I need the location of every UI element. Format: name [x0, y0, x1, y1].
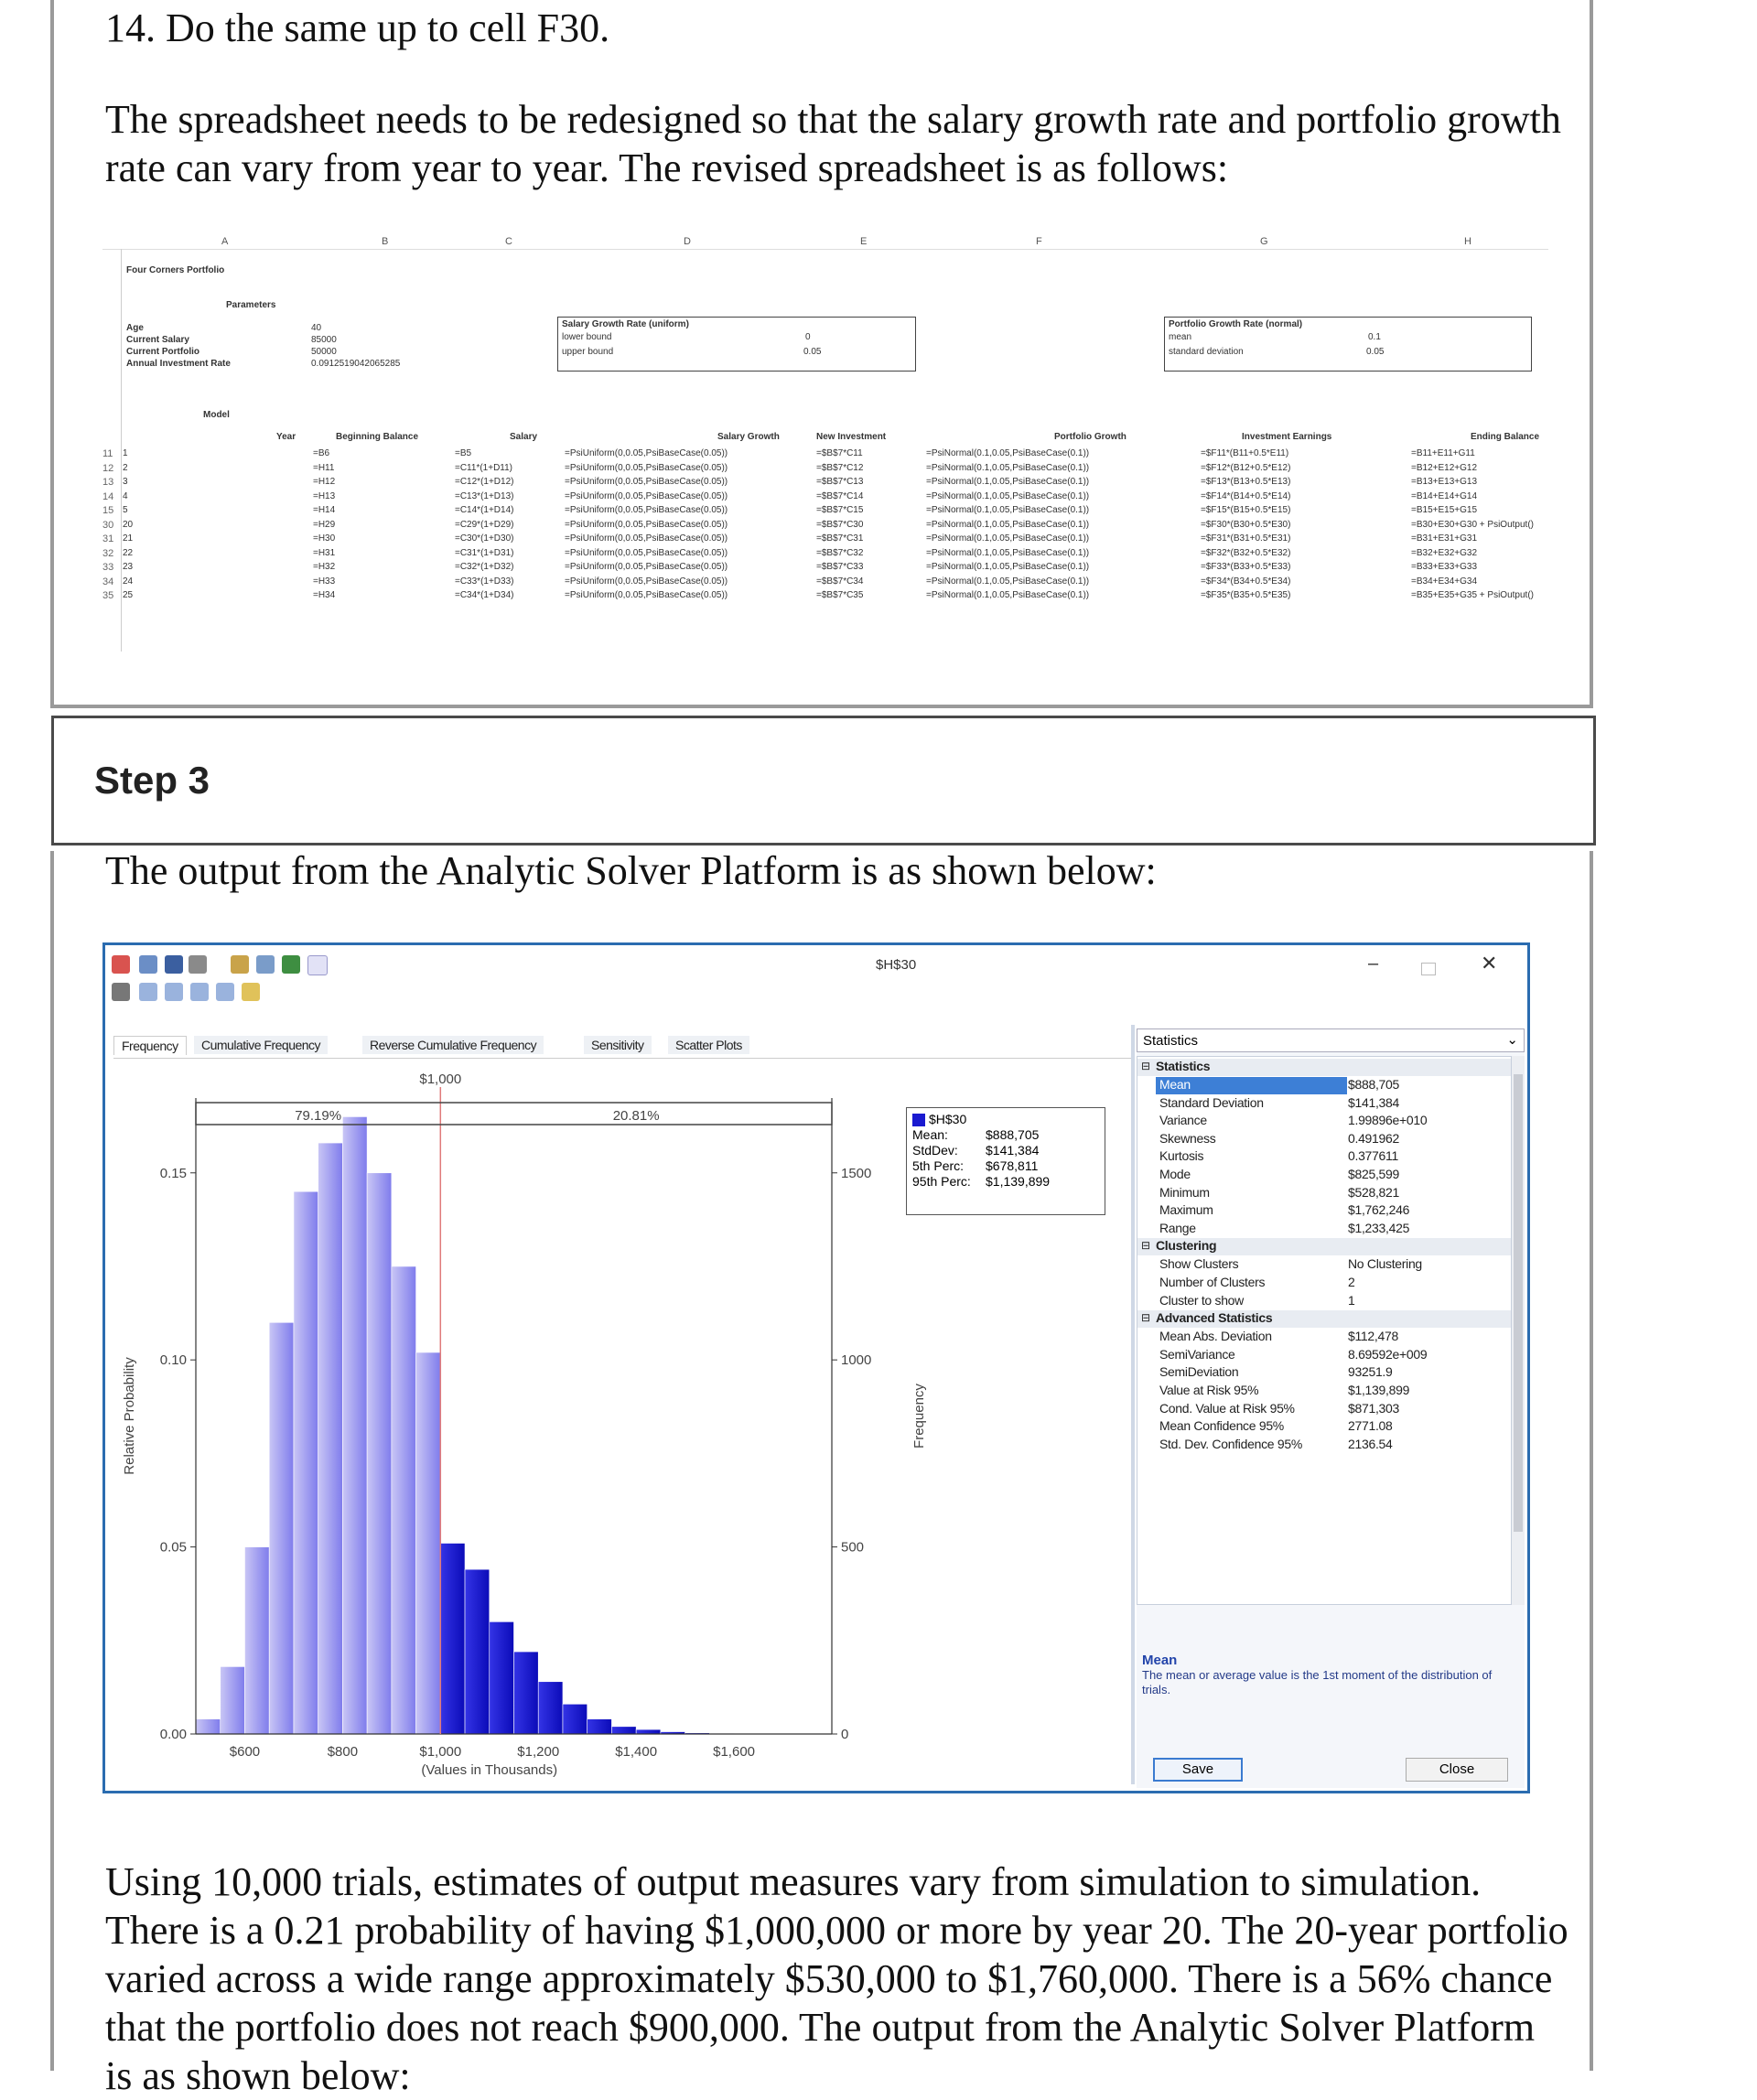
- x-tick-label: $1,400: [615, 1744, 657, 1760]
- sheet-cell: =PsiUniform(0,0.05,PsiBaseCase(0.05)): [565, 491, 728, 501]
- panel-dropdown[interactable]: [1137, 1028, 1525, 1052]
- row-number: 32: [102, 548, 119, 559]
- histogram-bar: [367, 1173, 392, 1734]
- histogram-bar: [465, 1569, 490, 1734]
- wizard-icon[interactable]: [242, 983, 260, 1001]
- sheet-cell: =PsiUniform(0,0.05,PsiBaseCase(0.05)): [565, 520, 728, 530]
- stat-label[interactable]: Mean Confidence 95%: [1156, 1418, 1347, 1436]
- close-button[interactable]: Close: [1406, 1758, 1508, 1782]
- y2-tick-label: 500: [841, 1540, 864, 1556]
- intro-paragraph: The spreadsheet needs to be redesigned so that the salary growth rate and portfolio growth rate can vary from year to year. The revised spreadsheet is as follows:: [105, 95, 1569, 192]
- stat-value: 0.377611: [1348, 1148, 1398, 1163]
- stat-value: $141,384: [1348, 1095, 1399, 1110]
- y2-tick-label: 0: [841, 1727, 848, 1742]
- histogram-bar: [269, 1322, 294, 1734]
- param-label: Current Salary: [126, 335, 189, 345]
- col-header: E: [860, 236, 867, 247]
- sheet-cell: =$B$7*C31: [816, 533, 863, 544]
- sheet-cell: =C33*(1+D33): [455, 576, 513, 587]
- sheet-cell: =PsiUniform(0,0.05,PsiBaseCase(0.05)): [565, 533, 728, 544]
- legend-row: 5th Perc: $678,811: [912, 1158, 1099, 1174]
- sheet-cell: =C13*(1+D13): [455, 491, 513, 501]
- column-header-bar: [102, 236, 1548, 250]
- histogram-bar: [294, 1191, 318, 1734]
- sheet-cell: =PsiUniform(0,0.05,PsiBaseCase(0.05)): [565, 576, 728, 587]
- sheet-cell: =B30+E30+G30 + PsiOutput(): [1411, 520, 1534, 530]
- sheet-cell: =$F11*(B11+0.5*E11): [1201, 448, 1288, 458]
- col-header: D: [684, 236, 691, 247]
- sheet-cell: =PsiNormal(0.1,0.05,PsiBaseCase(0.1)): [926, 562, 1089, 572]
- sheet-cell: =$B$7*C13: [816, 477, 863, 487]
- stat-label[interactable]: Mean: [1156, 1077, 1347, 1094]
- histogram-bar: [440, 1544, 465, 1735]
- y-tick-label: 0.00: [160, 1727, 187, 1742]
- sheet-cell: =H29: [313, 520, 335, 530]
- sheet-cell: =$B$7*C14: [816, 491, 863, 501]
- sheet-cell: =PsiNormal(0.1,0.05,PsiBaseCase(0.1)): [926, 590, 1089, 600]
- portfolio-box-row: standard deviation: [1169, 347, 1244, 357]
- y-tick-label: 0.10: [160, 1352, 187, 1368]
- portfolio-box-title: Portfolio Growth Rate (normal): [1169, 319, 1302, 329]
- table-header: New Investment: [816, 432, 886, 442]
- sheet-cell: =H33: [313, 576, 335, 587]
- tab-reverse-cumulative-frequency[interactable]: Reverse Cumulative Frequency: [362, 1036, 544, 1054]
- sheet-title: Four Corners Portfolio: [126, 265, 224, 275]
- stat-value: $888,705: [1348, 1077, 1399, 1092]
- sheet-cell: =PsiNormal(0.1,0.05,PsiBaseCase(0.1)): [926, 477, 1089, 487]
- salary-box-row: lower bound: [562, 332, 611, 342]
- sheet-cell: =B35+E35+G35 + PsiOutput(): [1411, 590, 1534, 600]
- sheet-cell: =PsiNormal(0.1,0.05,PsiBaseCase(0.1)): [926, 491, 1089, 501]
- sheet-cell: =$F14*(B14+0.5*E14): [1201, 491, 1290, 501]
- stat-value: $825,599: [1348, 1167, 1399, 1181]
- row-number: 12: [102, 463, 119, 474]
- x-tick-label: $1,600: [713, 1744, 755, 1760]
- sheet-cell: =$F31*(B31+0.5*E31): [1201, 533, 1290, 544]
- histogram-bar: [563, 1704, 587, 1734]
- sheet-cell: 1: [123, 448, 128, 458]
- sheet-cell: =H12: [313, 477, 335, 487]
- portfolio-box-val: 0.05: [1366, 347, 1384, 357]
- salary-growth-box: [557, 317, 916, 372]
- col-header: H: [1464, 236, 1471, 247]
- sheet-cell: =H32: [313, 562, 335, 572]
- histogram-bar: [490, 1621, 514, 1734]
- sheet-cell: =H30: [313, 533, 335, 544]
- histogram-bar: [416, 1352, 441, 1734]
- y2-tick-label: 1000: [841, 1352, 871, 1368]
- y-tick-label: 0.05: [160, 1540, 187, 1556]
- salary-box-val: 0: [805, 332, 811, 342]
- zoom-out-icon[interactable]: [216, 983, 234, 1001]
- stat-label[interactable]: Standard Deviation: [1156, 1095, 1347, 1113]
- panel-dropdown-value: Statistics: [1143, 1033, 1198, 1049]
- sheet-cell: =B15+E15+G15: [1411, 505, 1477, 515]
- table-header: Portfolio Growth: [1054, 432, 1126, 442]
- sheet-cell: =C29*(1+D29): [455, 520, 513, 530]
- legend-series: [912, 1112, 1099, 1127]
- sheet-cell: =PsiUniform(0,0.05,PsiBaseCase(0.05)): [565, 590, 728, 600]
- sheet-cell: =$B$7*C32: [816, 548, 863, 558]
- sheet-cell: =$B$7*C11: [816, 448, 863, 458]
- sheet-cell: =$B$7*C15: [816, 505, 863, 515]
- sheet-cell: =B14+E14+G14: [1411, 491, 1477, 501]
- sheet-cell: =$F30*(B30+0.5*E30): [1201, 520, 1290, 530]
- description-text: The mean or average value is the 1st moment of the distribution of trials.: [1142, 1668, 1508, 1697]
- sheet-cell: 4: [123, 491, 128, 501]
- description-title: Mean: [1142, 1653, 1508, 1668]
- salary-box-title: Salary Growth Rate (uniform): [562, 319, 689, 329]
- conclusion-paragraph: Using 10,000 trials, estimates of output measures vary from simulation to simulation. There is a 0.21 probability of having $1,000,000 or more by year 20. The 20-year portfolio varied across a wide range approximately $530,000 to $1,760,000. There is a 56% chance that the portfolio does not reach $900,000. The output from the Analytic Solver Platform is as shown below:: [105, 1858, 1569, 2071]
- histogram-bar: [587, 1719, 612, 1734]
- stat-value: $1,139,899: [1348, 1383, 1409, 1397]
- stats-section-header[interactable]: Statistics: [1137, 1059, 1511, 1076]
- sheet-cell: =C11*(1+D11): [455, 463, 512, 473]
- stat-value: $528,821: [1348, 1185, 1399, 1200]
- save-icon[interactable]: [165, 955, 183, 974]
- sheet-cell: =PsiNormal(0.1,0.05,PsiBaseCase(0.1)): [926, 448, 1089, 458]
- chevron-down-icon: ⌄: [1506, 1031, 1518, 1048]
- histogram-bar: [244, 1547, 269, 1734]
- sheet-cell: =B11+E11+G11: [1411, 448, 1475, 458]
- stat-value: 2136.54: [1348, 1437, 1393, 1451]
- sheet-cell: =PsiNormal(0.1,0.05,PsiBaseCase(0.1)): [926, 505, 1089, 515]
- sheet-cell: 21: [123, 533, 133, 544]
- stat-value: 2771.08: [1348, 1418, 1393, 1433]
- sheet-cell: =$B$7*C34: [816, 576, 863, 587]
- legend-row: StdDev: $141,384: [912, 1143, 1099, 1158]
- sheet-cell: =PsiNormal(0.1,0.05,PsiBaseCase(0.1)): [926, 520, 1089, 530]
- row-number: 31: [102, 533, 119, 544]
- y-tick-label: 0.15: [160, 1166, 187, 1181]
- sheet-cell: =H14: [313, 505, 335, 515]
- sheet-cell: =C34*(1+D34): [455, 590, 513, 600]
- stat-value: 0.491962: [1348, 1131, 1399, 1146]
- step3-box: [51, 716, 1596, 845]
- col-header: B: [382, 236, 388, 247]
- sheet-cell: =$F33*(B33+0.5*E33): [1201, 562, 1290, 572]
- sheet-cell: =B6: [313, 448, 329, 458]
- stat-value: 2: [1348, 1275, 1355, 1289]
- close-window-button[interactable]: ✕: [1481, 952, 1497, 975]
- excel-icon[interactable]: [282, 955, 300, 974]
- param-value: 50000: [311, 347, 337, 357]
- step14-text: 14. Do the same up to cell F30.: [105, 4, 1533, 52]
- legend-row: 95th Perc: $1,139,899: [912, 1174, 1099, 1190]
- sheet-cell: 20: [123, 520, 133, 530]
- stat-label[interactable]: Mean Abs. Deviation: [1156, 1329, 1347, 1346]
- sheet-cell: =B32+E32+G32: [1411, 548, 1477, 558]
- minimize-button[interactable]: –: [1368, 953, 1378, 975]
- statistics-panel: [1137, 1028, 1525, 1788]
- camera-icon[interactable]: [112, 983, 130, 1001]
- histogram-bars: [196, 1116, 807, 1734]
- marker-label: $1,000: [419, 1072, 461, 1087]
- back-icon[interactable]: [139, 983, 157, 1001]
- tab-cumulative-frequency[interactable]: Cumulative Frequency: [194, 1036, 328, 1054]
- sheet-cell: 24: [123, 576, 133, 587]
- row-number: 15: [102, 505, 119, 516]
- sheet-cell: =PsiUniform(0,0.05,PsiBaseCase(0.05)): [565, 548, 728, 558]
- sheet-cell: 22: [123, 548, 133, 558]
- stat-value: 1: [1348, 1293, 1355, 1308]
- percentile-box: [196, 1103, 832, 1125]
- col-header: C: [505, 236, 512, 247]
- tab-scatter-plots[interactable]: Scatter Plots: [668, 1036, 749, 1054]
- histogram-bar: [514, 1652, 539, 1734]
- stat-value: $112,478: [1348, 1329, 1398, 1343]
- maximize-button[interactable]: [1421, 963, 1436, 975]
- model-heading: Model: [203, 410, 230, 420]
- description-box: [1142, 1653, 1508, 1697]
- y2-axis-label: Frequency: [911, 1384, 927, 1448]
- sheet-cell: =PsiNormal(0.1,0.05,PsiBaseCase(0.1)): [926, 548, 1089, 558]
- table-header: Year: [276, 432, 296, 442]
- step3-heading: Step 3: [94, 759, 210, 802]
- sheet-cell: =PsiNormal(0.1,0.05,PsiBaseCase(0.1)): [926, 576, 1089, 587]
- sheet-cell: =$F15*(B15+0.5*E15): [1201, 505, 1290, 515]
- stats-section-header[interactable]: Clustering: [1137, 1238, 1511, 1255]
- stat-label[interactable]: Cluster to show: [1156, 1293, 1347, 1310]
- sheet-cell: =PsiUniform(0,0.05,PsiBaseCase(0.05)): [565, 463, 728, 473]
- stat-value: $1,233,425: [1348, 1221, 1409, 1235]
- table-header: Investment Earnings: [1242, 432, 1331, 442]
- histogram-bar: [196, 1719, 221, 1734]
- y2-tick-label: 1500: [841, 1166, 871, 1181]
- histogram-bar: [318, 1143, 343, 1734]
- stat-label[interactable]: Range: [1156, 1221, 1347, 1238]
- col-header: G: [1260, 236, 1268, 247]
- stat-label[interactable]: Maximum: [1156, 1202, 1347, 1220]
- stat-label[interactable]: Minimum: [1156, 1185, 1347, 1202]
- sheet-cell: =C14*(1+D14): [455, 505, 513, 515]
- sheet-cell: =B31+E31+G31: [1411, 533, 1477, 544]
- sheet-cell: =H31: [313, 548, 335, 558]
- sheet-cell: =C12*(1+D12): [455, 477, 513, 487]
- param-label: Age: [126, 323, 144, 333]
- row-number: 11: [102, 448, 119, 459]
- stat-label[interactable]: Skewness: [1156, 1131, 1347, 1148]
- sheet-cell: =H11: [313, 463, 334, 473]
- portfolio-box-val: 0.1: [1368, 332, 1381, 342]
- row-number: 34: [102, 576, 119, 587]
- portfolio-box-row: mean: [1169, 332, 1191, 342]
- collapse-icon[interactable]: ⊟: [1141, 1239, 1150, 1252]
- x-axis-label: (Values in Thousands): [421, 1762, 557, 1778]
- sheet-cell: =C31*(1+D31): [455, 548, 513, 558]
- sheet-cell: =$F32*(B32+0.5*E32): [1201, 548, 1290, 558]
- row-number: 14: [102, 491, 119, 502]
- scrollbar[interactable]: [1512, 1056, 1525, 1605]
- table-header: Salary Growth: [717, 432, 780, 442]
- stat-label[interactable]: SemiVariance: [1156, 1347, 1347, 1364]
- param-label: Current Portfolio: [126, 347, 199, 357]
- parameters-heading: Parameters: [226, 300, 275, 310]
- sheet-cell: =B5: [455, 448, 471, 458]
- sheet-cell: 23: [123, 562, 133, 572]
- window-title: $H$30: [876, 957, 916, 973]
- table-header: Ending Balance: [1471, 432, 1539, 442]
- right-percent: 20.81%: [613, 1108, 660, 1124]
- sheet-cell: =$B$7*C12: [816, 463, 863, 473]
- sheet-cell: =H13: [313, 491, 335, 501]
- panel-splitter[interactable]: [1131, 1025, 1135, 1784]
- param-value: 85000: [311, 335, 337, 345]
- sheet-cell: =PsiNormal(0.1,0.05,PsiBaseCase(0.1)): [926, 533, 1089, 544]
- sheet-cell: =B13+E13+G13: [1411, 477, 1477, 487]
- sheet-cell: =B12+E12+G12: [1411, 463, 1477, 473]
- legend-swatch: [912, 1114, 925, 1126]
- salary-box-row: upper bound: [562, 347, 613, 357]
- row-number: 30: [102, 520, 119, 531]
- row-number: 13: [102, 477, 119, 488]
- zoom-in-icon[interactable]: [190, 983, 209, 1001]
- param-value: 40: [311, 323, 321, 333]
- save-button[interactable]: Save: [1153, 1758, 1243, 1782]
- histogram-bar: [538, 1682, 563, 1734]
- stat-label[interactable]: SemiDeviation: [1156, 1364, 1347, 1382]
- spreadsheet-image: [102, 236, 1548, 652]
- sheet-cell: 3: [123, 477, 128, 487]
- collapse-icon[interactable]: ⊟: [1141, 1060, 1150, 1072]
- col-header: A: [221, 236, 228, 247]
- x-tick-label: $800: [328, 1744, 358, 1760]
- chart-type-icon[interactable]: [112, 955, 130, 974]
- sheet-cell: =PsiUniform(0,0.05,PsiBaseCase(0.05)): [565, 562, 728, 572]
- sheet-cell: 2: [123, 463, 128, 473]
- histogram-bar: [392, 1266, 416, 1734]
- stat-label[interactable]: Kurtosis: [1156, 1148, 1347, 1166]
- stats-section-header[interactable]: Advanced Statistics: [1137, 1310, 1511, 1328]
- add-icon[interactable]: [307, 955, 328, 975]
- stat-value: 8.69592e+009: [1348, 1347, 1427, 1362]
- stat-label[interactable]: Show Clusters: [1156, 1256, 1347, 1274]
- stat-value: 93251.9: [1348, 1364, 1393, 1379]
- options-icon[interactable]: [231, 955, 249, 974]
- sheet-cell: =C32*(1+D32): [455, 562, 513, 572]
- x-tick-label: $1,000: [419, 1744, 461, 1760]
- sheet-cell: =B33+E33+G33: [1411, 562, 1477, 572]
- sheet-cell: =H34: [313, 590, 335, 600]
- sheet-cell: =$B$7*C30: [816, 520, 863, 530]
- left-percent: 79.19%: [295, 1108, 341, 1124]
- forward-icon[interactable]: [165, 983, 183, 1001]
- sheet-cell: =PsiUniform(0,0.05,PsiBaseCase(0.05)): [565, 477, 728, 487]
- chart-legend: [906, 1107, 1105, 1215]
- toolbar: [112, 955, 441, 1008]
- sheet-cell: 25: [123, 590, 133, 600]
- table-header: Beginning Balance: [336, 432, 418, 442]
- statistics-grid: [1137, 1056, 1512, 1605]
- y-axis-label: Relative Probability: [122, 1357, 137, 1475]
- sheet-cell: =$F13*(B13+0.5*E13): [1201, 477, 1290, 487]
- legend-row: Mean: $888,705: [912, 1127, 1099, 1143]
- x-tick-label: $1,200: [517, 1744, 559, 1760]
- stat-label[interactable]: Std. Dev. Confidence 95%: [1156, 1437, 1347, 1454]
- stat-label[interactable]: Variance: [1156, 1113, 1347, 1130]
- tab-frequency[interactable]: Frequency: [113, 1036, 187, 1055]
- histogram-bar: [342, 1116, 367, 1734]
- table-header: Salary: [510, 432, 537, 442]
- sheet-cell: =C30*(1+D30): [455, 533, 513, 544]
- stat-value: No Clustering: [1348, 1256, 1422, 1271]
- sheet-cell: 5: [123, 505, 128, 515]
- chart-icon[interactable]: [256, 955, 275, 974]
- sheet-cell: =PsiNormal(0.1,0.05,PsiBaseCase(0.1)): [926, 463, 1089, 473]
- stat-label[interactable]: Mode: [1156, 1167, 1347, 1184]
- salary-box-val: 0.05: [803, 347, 821, 357]
- row-number: 35: [102, 590, 119, 601]
- param-label: Annual Investment Rate: [126, 359, 231, 369]
- sheet-cell: =$F12*(B12+0.5*E12): [1201, 463, 1290, 473]
- stat-label[interactable]: Value at Risk 95%: [1156, 1383, 1347, 1400]
- row-number: 33: [102, 562, 119, 573]
- legend-series-name: $H$30: [929, 1112, 966, 1127]
- stat-value: 1.99896e+010: [1348, 1113, 1427, 1127]
- sheet-cell: =$F34*(B34+0.5*E34): [1201, 576, 1290, 587]
- stat-label[interactable]: Cond. Value at Risk 95%: [1156, 1401, 1347, 1418]
- collapse-icon[interactable]: ⊟: [1141, 1311, 1150, 1324]
- stat-value: $871,303: [1348, 1401, 1399, 1416]
- sheet-cell: =B34+E34+G34: [1411, 576, 1477, 587]
- x-tick-label: $600: [230, 1744, 260, 1760]
- param-value: 0.0912519042065285: [311, 359, 400, 369]
- print-icon[interactable]: [189, 955, 207, 974]
- sheet-cell: =$B$7*C33: [816, 562, 863, 572]
- copy-icon[interactable]: [139, 955, 157, 974]
- histogram-bar: [636, 1729, 661, 1734]
- stat-value: $1,762,246: [1348, 1202, 1409, 1217]
- sheet-cell: =$F35*(B35+0.5*E35): [1201, 590, 1290, 600]
- sheet-cell: =PsiUniform(0,0.05,PsiBaseCase(0.05)): [565, 505, 728, 515]
- col-header: F: [1036, 236, 1042, 247]
- histogram-bar: [611, 1727, 636, 1734]
- tab-sensitivity[interactable]: Sensitivity: [584, 1036, 652, 1054]
- portfolio-growth-box: [1164, 317, 1532, 372]
- sheet-cell: =PsiUniform(0,0.05,PsiBaseCase(0.05)): [565, 448, 728, 458]
- output-intro: The output from the Analytic Solver Platform is as shown below:: [105, 846, 1533, 895]
- stat-label[interactable]: Number of Clusters: [1156, 1275, 1347, 1292]
- histogram-bar: [221, 1666, 245, 1734]
- sheet-cell: =$B$7*C35: [816, 590, 863, 600]
- scrollbar-thumb[interactable]: [1514, 1074, 1523, 1532]
